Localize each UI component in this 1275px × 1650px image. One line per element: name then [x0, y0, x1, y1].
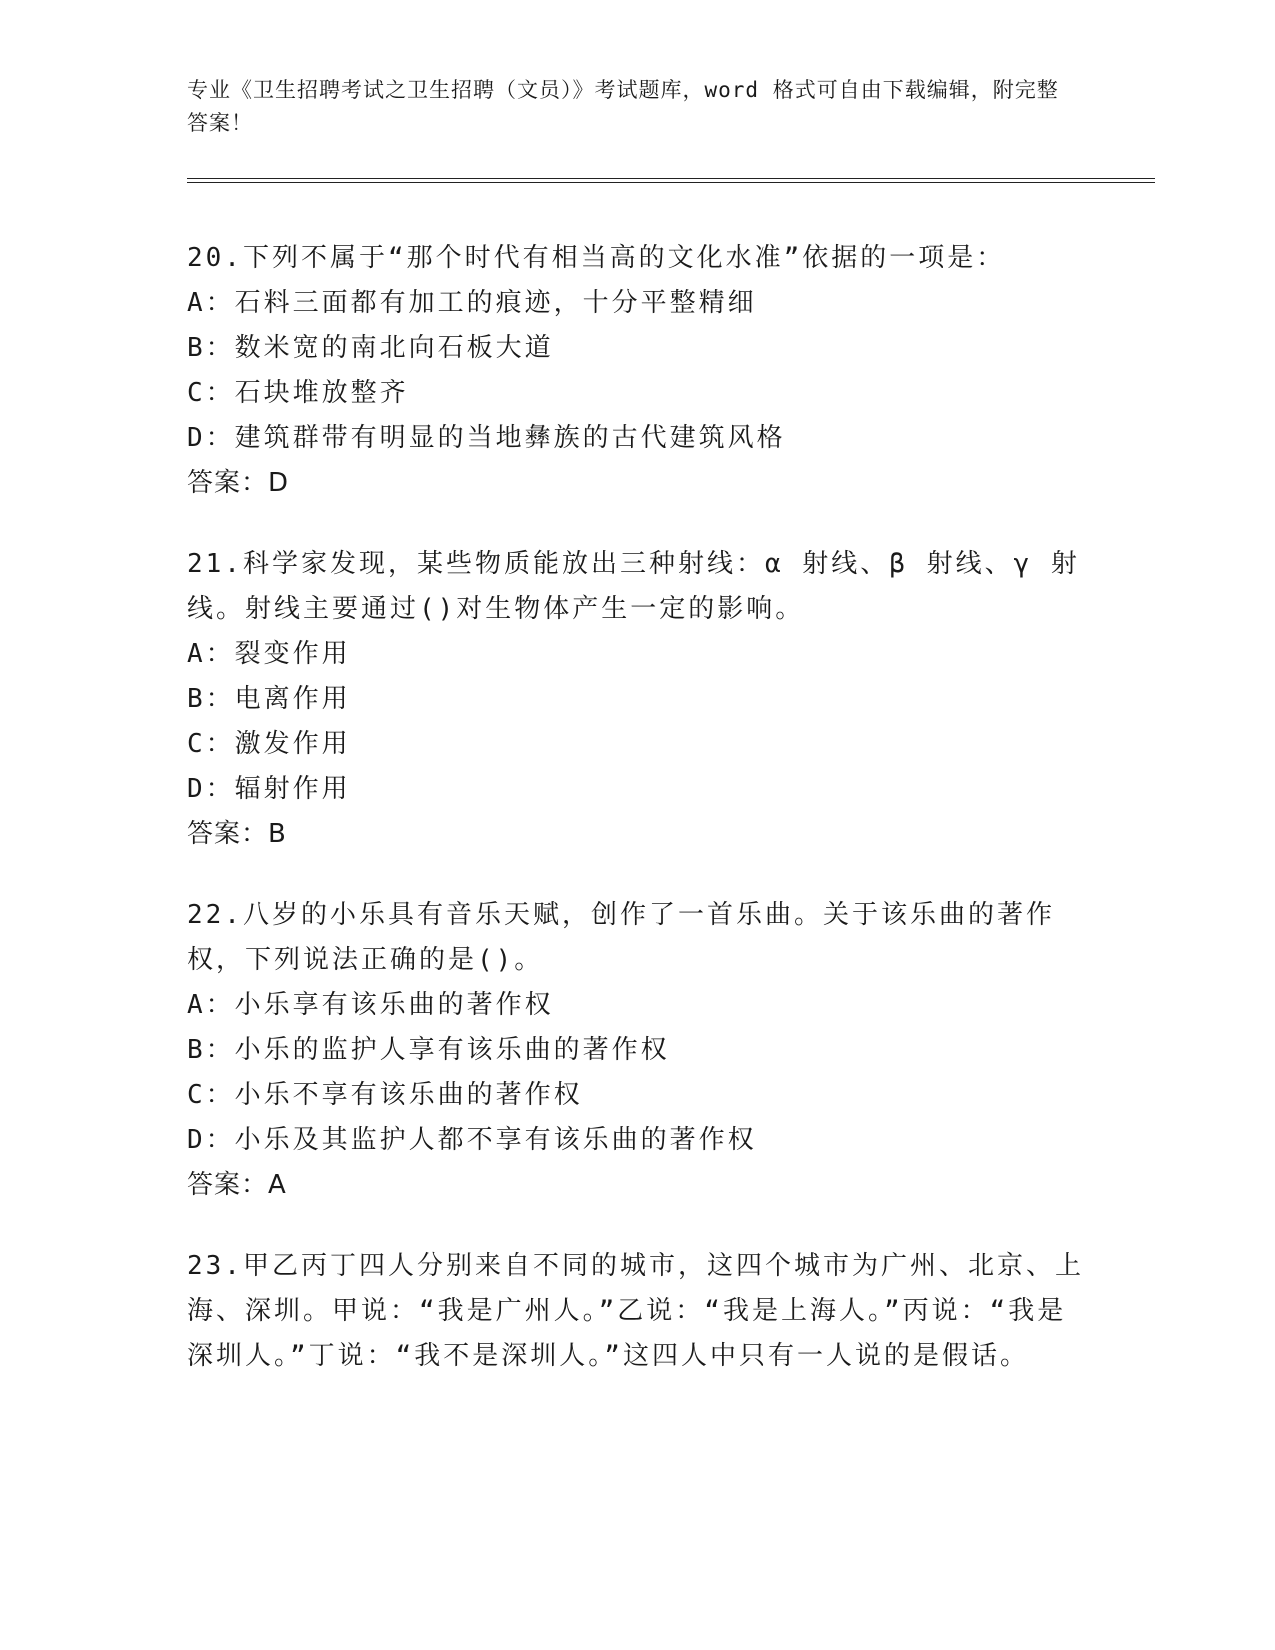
- option-b: B：电离作用: [187, 684, 351, 714]
- question-list: [187, 236, 1087, 1415]
- question-21: [187, 542, 1087, 857]
- document-header-note: 专业《卫生招聘考试之卫生招聘（文员）》考试题库，word 格式可自由下载编辑，附完整答案！: [187, 78, 1059, 135]
- header-divider-bottom: [187, 182, 1155, 183]
- answer-line: 答案：A: [187, 1170, 287, 1200]
- option-c: C：小乐不享有该乐曲的著作权: [187, 1080, 583, 1110]
- option-d: D：建筑群带有明显的当地彝族的古代建筑风格: [187, 423, 786, 453]
- question-22: [187, 893, 1087, 1208]
- question-stem: 23.甲乙丙丁四人分别来自不同的城市，这四个城市为广州、北京、上海、深圳。甲说：“我是广州人。”乙说：“我是上海人。”丙说：“我是深圳人。”丁说：“我不是深圳人。”这四人中只有一人说的是假话。: [187, 1251, 1084, 1371]
- option-a: A：石料三面都有加工的痕迹，十分平整精细: [187, 288, 757, 318]
- question-23: [187, 1244, 1087, 1379]
- option-b: B：数米宽的南北向石板大道: [187, 333, 554, 363]
- header-divider-top: [187, 178, 1155, 179]
- option-d: D：小乐及其监护人都不享有该乐曲的著作权: [187, 1125, 757, 1155]
- option-a: A：裂变作用: [187, 639, 351, 669]
- question-stem: 22.八岁的小乐具有音乐天赋，创作了一首乐曲。关于该乐曲的著作权，下列说法正确的是()。: [187, 900, 1055, 975]
- question-stem: 21.科学家发现，某些物质能放出三种射线：α 射线、β 射线、γ 射线。射线主要通过()对生物体产生一定的影响。: [187, 549, 1080, 624]
- answer-line: 答案：B: [187, 819, 287, 849]
- question-20: [187, 236, 1087, 506]
- question-stem: 20.下列不属于“那个时代有相当高的文化水准”依据的一项是：: [187, 243, 1006, 273]
- option-d: D：辐射作用: [187, 774, 351, 804]
- option-c: C：激发作用: [187, 729, 351, 759]
- answer-line: 答案：D: [187, 468, 290, 498]
- option-b: B：小乐的监护人享有该乐曲的著作权: [187, 1035, 670, 1065]
- option-c: C：石块堆放整齐: [187, 378, 409, 408]
- option-a: A：小乐享有该乐曲的著作权: [187, 990, 554, 1020]
